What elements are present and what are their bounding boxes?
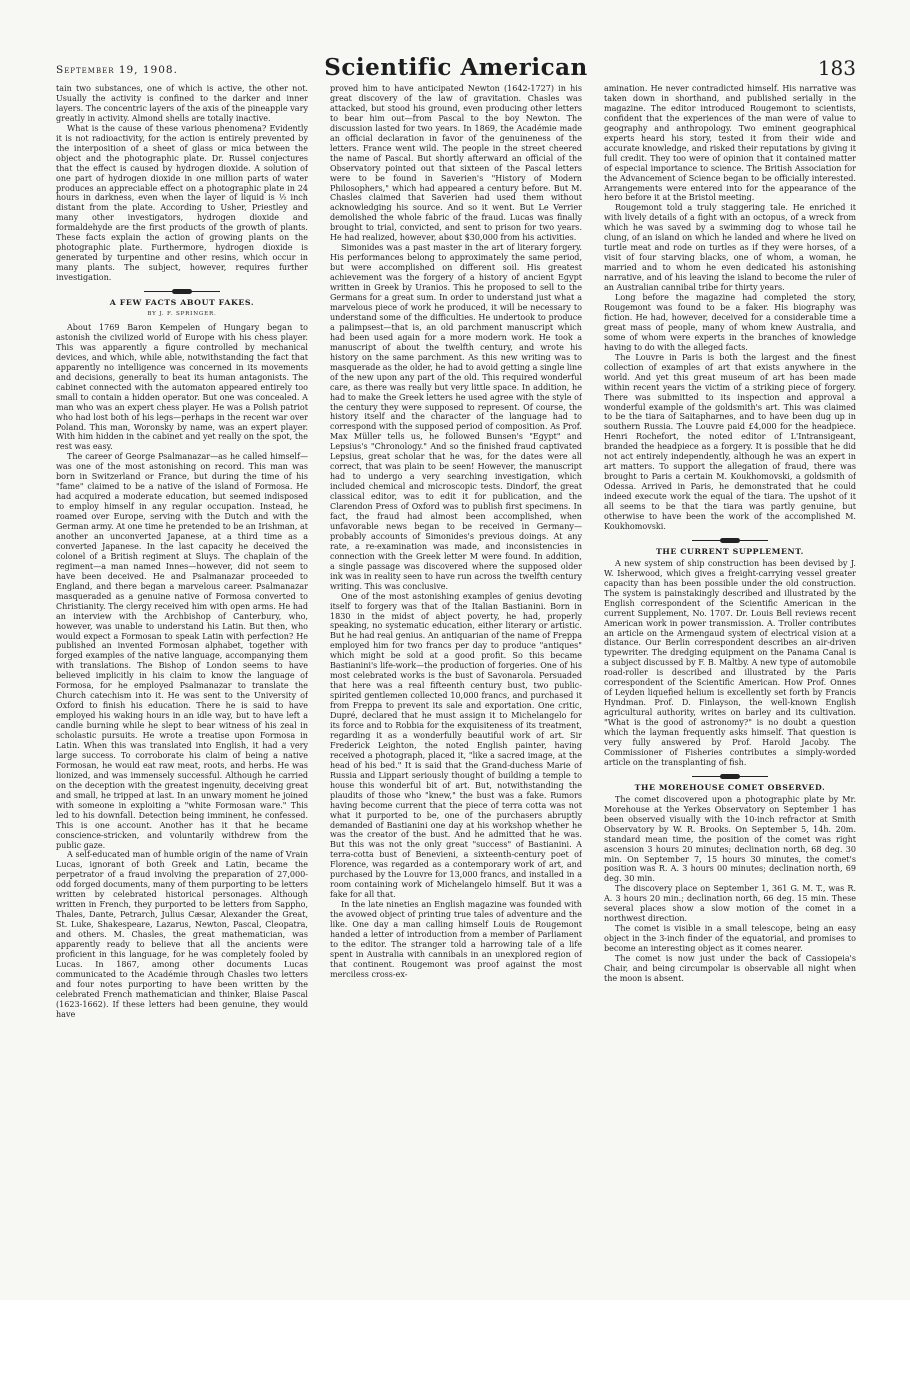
paragraph: What is the cause of these various phenomena? Evidently it is not radioactivity, for the action is entirely prevented by the interposition of a sheet of glass or mica between the object and the photographic plate. Dr. Russel conjectures that the effect is caused by hydrogen dioxide. A solution of one part of hydrogen dioxide in one million parts of water produces an appreciable effect on a photographic plate in 24 hours in darkness, even when the layer of liquid is ½ inch distant from the plate. According to Usher, Priestley and many other investigators, hydrogen dioxide and formaldehyde are the first products of the growth of plants. These facts explain the action of growing plants on the photographic plate. Furthermore, hydrogen dioxide is generated by turpentine and other resins, which occur in many plants. The subject, however, requires further investigation. (56, 123, 308, 283)
paragraph: proved him to have anticipated Newton (1642-1727) in his great discovery of the law of gravitation. Chasles was attacked, but stood his ground, even producing other letters to bear him out—from Pascal to the boy Newton. The discussion lasted for two years. In 1869, the Académie made an official declaration in favor of the genuineness of the letters. France went wild. The people in the street cheered the name of Pascal. But shortly afterward an official of the Observatory pointed out that sixteen of the Pascal letters were to be found in Saverien's "History of Modern Philosophers," which had appeared a century before. But M. Chasles claimed that Saverien had used them without acknowledging his source. And so it went. But Le Verrier demolished the whole fabric of the fraud. Lucas was finally brought to trial, convicted, and sent to prison for two years. He had realized, however, about $30,000 from his activities. (330, 84, 582, 243)
paragraph: amination. He never contradicted himself. His narrative was taken down in shorthand, and published serially in the magazine. The editor introduced Rougemont to scientists, confident that the experiences of the man were of value to geography and anthropology. Two eminent geographical experts heard his story, tested it from their wide and accurate knowledge, and risked their reputations by giving it full credit. They too were of opinion that it contained matter of especial importance to science. The British Association for the Advancement of Science began to be officially interested. Arrangements were entered into for the appearance of the hero before it at the Bristol meeting. (604, 84, 856, 203)
article-headline: A FEW FACTS ABOUT FAKES. (109, 298, 255, 308)
paragraph: One of the most astonishing examples of genius devoting itself to forgery was that of the Italian Bastianini. Born in 1830 in the midst of abject poverty, he had, properly speaking, no systematic education, either literary or artistic. But he had real genius. An antiquarian of the name of Freppa employed him for two francs per day to produce "antiques" which might be sold at a good profit. So this became Bastianini's life-work—the production of forgeries. One of his most celebrated works is the bust of Savonarola. Persuaded that here was a real fifteenth century bust, two public-spirited gentlemen collected 10,000 francs, and purchased it from Freppa to prevent its sale and exportation. One critic, Dupré, declared that he must assign it to Michelangelo for its force and to Robbia for the exquisiteness of its treatment, regarding it as a wonderfully beautiful work of art. Sir Frederick Leighton, the noted English painter, having received a photograph, placed it, "like a sacred image, at the head of his bed." It is said that the Grand-duchess Marie of Russia and Lippart seriously thought of building a temple to house this wonderful bit of art. But, notwithstanding the plaudits of those who "knew," the bust was a fake. Rumors having become current that the piece of terra cotta was not what it purported to be, one of the purchasers abruptly demanded of Bastianini one day at his workshop whether he was the creator of the bust. And he admitted that he was. But this was not the only great "success" of Bastianini. A terra-cotta bust of Benevieni, a sixteenth-century poet of Florence, was regarded as a contemporary work of art, and purchased by the Louvre for 13,000 francs, and installed in a room containing work of Michelangelo himself. But it was a fake for all that. (330, 591, 582, 900)
paragraph: The comet is now just under the back of Cassiopeia's Chair, and being circumpolar is observable all night when the moon is absent. (604, 954, 856, 983)
masthead-title: Scientific American (324, 54, 588, 81)
paragraph: About 1769 Baron Kempelen of Hungary began to astonish the civilized world of Europe with his chess player. This was apparently a figure controlled by mechanical devices, and which, while able, notwithstanding the fact that apparently no intelligence was concerned in its movements and decisions, generally to beat its human antagonists. The cabinet connected with the automaton appeared entirely too small to contain a hidden operator. But one was concealed. A man who was an expert chess player. He was a Polish patriot who had lost both of his legs—perhaps in the recent war over Poland. This man, Woronsky by name, was an expert player. With him hidden in the cabinet and yet really on the spot, the rest was easy. (56, 322, 308, 452)
paragraph: A new system of ship construction has been devised by J. W. Isherwood, which gives a freight-carrying vessel greater capacity than has been possible under the old construction. The system is painstakingly described and illustrated by the English correspondent of the Scientific American in the current Supplement, No. 1707. Dr. Louis Bell reviews recent American work in power transmission. A. Troller contributes an article on the Armengaud system of electrical vision at a distance. Our Berlin correspondent describes an air-driven typewriter. The dredging equipment on the Panama Canal is a subject discussed by F. B. Maltby. A new type of automobile road-roller is described and illustrated by the Paris correspondent of the Scientific American. How Prof. Onnes of Leyden liquefied helium is excellently set forth by Francis Hyndman. Prof. D. Finlayson, the well-known English agricultural authority, writes on barley and its cultivation. "What is the good of astronomy?" is no doubt a question which the layman frequently asks himself. That question is very fully answered by Prof. Harold Jacoby. The Commissioner of Fisheries contributes a simply-worded article on the transplanting of fish. (604, 558, 856, 767)
column-left (56, 84, 308, 1274)
page-header (56, 54, 856, 84)
page-number: 183 (817, 56, 856, 80)
section-divider (604, 536, 856, 544)
paragraph: A self-educated man of humble origin of the name of Vrain Lucas, ignorant of both Greek and Latin, became the perpetrator of a fraud involving the preparation of 27,000-odd forged documents, many of them purporting to be letters written by celebrated historical personages. Although written in French, they purported to be letters from Sappho, Thales, Dante, Petrarch, Julius Cæsar, Alexander the Great, St. Luke, Shakespeare, Lazarus, Newton, Pascal, Cleopatra, and others. M. Chasles, the great mathematician, was apparently ready to believe that all the ancients were proficient in this language, for he was completely fooled by Lucas. In 1867, among other documents Lucas communicated to the Académie through Chasles two letters and four notes purporting to have been written by the celebrated French mathematician and thinker, Blaise Pascal (1623-1662). If these letters had been genuine, they would have (56, 850, 308, 1019)
article-headline: THE MOREHOUSE COMET OBSERVED. (634, 782, 826, 792)
column-right (604, 84, 856, 1274)
column-middle (330, 84, 582, 1274)
paragraph: Simonides was a past master in the art of literary forgery. His performances belong to approximately the same period, but were accomplished on different soil. His greatest achievement was the forgery of a history of ancient Egypt written in Greek by Uranios. This he proposed to sell to the Germans for a great sum. In order to understand just what a marvelous piece of work he produced, it will be necessary to understand some of the difficulties. He undertook to produce a palimpsest—that is, an old parchment manuscript which had been used again for a more modern work. He took a manuscript of about the twelfth century, and wrote his history on the same parchment. As this new writing was to masquerade as the older, he had to avoid getting a single line of the new upon any part of the old. This required wonderful care, as there was really but very little space. In addition, he had to make the Greek letters he used agree with the style of the century they were supposed to represent. Of course, the history itself and the character of the language had to correspond with the supposed period of composition. As Prof. Max Müller tells us, he followed Bunsen's "Egypt" and Lepsius's "Chronology." And so the finished fraud captivated Lepsius, great scholar that he was, for the dates were all correct, that was plain to be seen! However, the manuscript had to undergo a very searching investigation, which included chemical and microscopic tests. Dindorf, the great classical editor, was to edit it for publication, and the Clarendon Press of Oxford was to publish first specimens. In fact, the fraud had almost been accomplished, when unfavorable news began to be received in Germany—probably accounts of Simonides's previous doings. At any rate, a re-examination was made, and inconsistencies in connection with the Greek letter M were found. In addition, a single passage was discovered where the supposed older ink was in reality seen to have run across the twelfth century writing. This was conclusive. (330, 243, 582, 591)
section-divider (604, 772, 856, 780)
issue-date: September 19, 1908. (56, 64, 178, 76)
paragraph: The comet is visible in a small telescope, being an easy object in the 3-inch finder of the equatorial, and promises to become an interesting object as it comes nearer. (604, 924, 856, 954)
paragraph: The comet discovered upon a photographic plate by Mr. Morehouse at the Yerkes Observatory on September 1 has been observed visually with the 10-inch refractor at Smith Observatory by W. R. Brooks. On September 5, 14h. 20m. standard mean time, the position of the comet was right ascension 3 hours 20 minutes; declination north, 68 deg. 30 min. On September 7, 15 hours 30 minutes, the comet's position was R. A. 3 hours 00 minutes; declination north, 69 deg. 30 min. (604, 794, 856, 884)
section-divider (56, 287, 308, 295)
paragraph: The Louvre in Paris is both the largest and the finest collection of examples of art that exists anywhere in the world. And yet this great museum of art has been made within recent years the victim of a striking piece of forgery. There was submitted to its inspection and approval a wonderful example of the goldsmith's art. This was claimed to be the tiara of Saitapharnes, and to have been dug up in southern Russia. The Louvre paid £4,000 for the headpiece. Henri Rochefort, the noted editor of L'Intransigeant, branded the headpiece as a forgery. It is possible that he did not act entirely independently, although he was an expert in art matters. To support the allegation of fraud, there was brought to Paris a certain M. Koukhomovski, a goldsmith of Odessa. Arrived in Paris, he demonstrated that he could indeed execute work the equal of the tiara. The upshot of it all seems to be that the tiara was partly genuine, but otherwise to have been the work of the accomplished M. Koukhomovski. (604, 352, 856, 531)
paragraph: Rougemont told a truly staggering tale. He enriched it with lively details of a fight with an octopus, of a wreck from which he was saved by a swimming dog to whose tail he clung, of an island on which he landed and where he lived on turtle meat and rode on turtles as if they were horses, of a visit of four starving blacks, one of whom, a woman, he married and to whom he even dedicated his astonishing narrative, and of his leaving the island to become the ruler of an Australian cannibal tribe for thirty years. (604, 203, 856, 293)
paragraph: The discovery place on September 1, 361 G. M. T., was R. A. 3 hours 20 min.; declination north, 66 deg. 15 min. These several places show a slow motion of the comet in a northwest direction. (604, 884, 856, 924)
article-headline: THE CURRENT SUPPLEMENT. (656, 546, 804, 556)
bottom-margin (0, 1300, 910, 1390)
article-byline: BY J. F. SPRINGER. (147, 311, 217, 318)
paragraph: The career of George Psalmanazar—as he called himself—was one of the most astonishing on record. This man was born in Switzerland or France, but during the time of his "fame" claimed to be a native of the island of Formosa. He had acquired a moderate education, but seemed indisposed to employ himself in any regular occupation. Instead, he roamed over Europe, serving with the Dutch and with the German army. At one time he pretended to be an Irishman, at another an unconverted Japanese, at a third time as a converted Japanese. In the last capacity he deceived the colonel of a British regiment at Sluys. The chaplain of the regiment—a man named Innes—however, did not seem to have been deceived. He and Psalmanazar proceeded to England, and there began a marvelous career. Psalmanazar masqueraded as a genuine native of Formosa converted to Christianity. The clergy received him with open arms. He had an interview with the Archbishop of Canterbury, who, however, was unable to understand his Latin. But then, who would expect a Formosan to speak Latin with perfection? He published an invented Formosan alphabet, together with forged examples of the native language, accompanying them with translations. The Bishop of London seems to have believed implicitly in his claim to know the language of Formosa, for he employed Psalmanazar to translate the Church catechism into it. He was sent to the University of Oxford to finish his education. There he is said to have employed his waking hours in an idle way, but to have left a candle burning while he slept to bear witness of his zeal in scholastic pursuits. He wrote a treatise upon Formosa in Latin. When this was translated into English, it had a very large success. To corroborate his claim of being a native Formosan, he would eat raw meat, roots, and herbs. He was lionized, and was immensely successful. Although he carried on the deception with the greatest ingenuity, deceiving great and small, he tripped at last. In an unwary moment he joined with someone in exploiting a "white Formosan ware." This led to his downfall. Detection being imminent, he confessed. This is one account. Another has it that he became conscience-stricken, and voluntarily withdrew from the public gaze. (56, 452, 308, 850)
paragraph: In the late nineties an English magazine was founded with the avowed object of printing true tales of adventure and the like. One day a man calling himself Louis de Rougemont handed a letter of introduction from a member of Parliament to the editor. The stranger told a harrowing tale of a life spent in Australia with cannibals in an unexplored region of that continent. Rougemont was proof against the most merciless cross-ex- (330, 900, 582, 979)
paragraph: Long before the magazine had completed the story, Rougemont was found to be a faker. His biography was fiction. He had, however, deceived for a considerable time a great mass of people, many of whom knew Australia, and some of whom were experts in the branches of knowledge having to do with the alleged facts. (604, 293, 856, 352)
paragraph: tain two substances, one of which is active, the other not. Usually the activity is confined to the darker and inner layers. The concentric layers of the axis of the pineapple vary greatly in activity. Almond shells are totally inactive. (56, 84, 308, 123)
